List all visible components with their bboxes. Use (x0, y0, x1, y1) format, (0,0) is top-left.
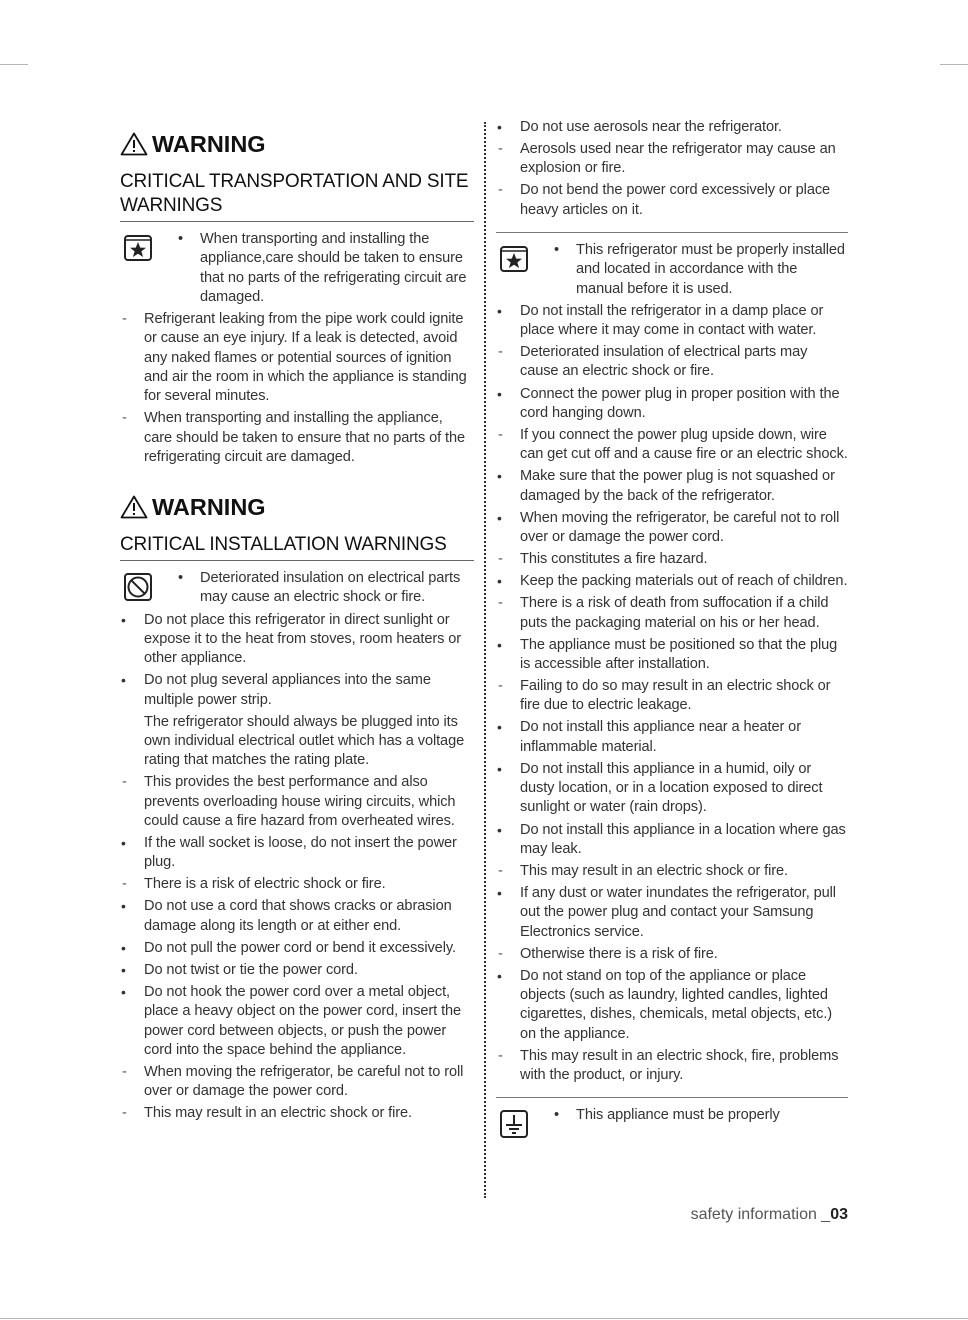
dash-item (496, 343, 848, 382)
bullet-marker: • (121, 672, 126, 689)
crop-mark (0, 1318, 968, 1319)
icon-note-item (496, 1106, 848, 1125)
list-item (120, 834, 474, 873)
dash-marker: - (498, 678, 503, 695)
list-item (120, 671, 474, 710)
bullet-marker: • (497, 468, 502, 485)
dash-marker: - (122, 774, 127, 791)
item-text: The appliance must be positioned so that the plug is accessible after installation. (520, 636, 838, 672)
bullet-marker: • (121, 961, 126, 978)
star-icon (123, 233, 153, 263)
bullet-marker: • (121, 984, 126, 1001)
list-item (496, 718, 848, 757)
item-text: When transporting and installing the appliance, care should be taken to ensure that no parts of the refrigerating circuit are damaged. (144, 410, 466, 465)
item-text: Connect the power plug in proper position with the cord hanging down. (520, 385, 840, 421)
dash-item (496, 677, 848, 716)
warning-label: WARNING (152, 131, 266, 157)
dash-item (120, 1104, 474, 1123)
list-item (120, 961, 474, 980)
section-title-installation: CRITICAL INSTALLATION WARNINGS (120, 533, 474, 561)
item-text: Do not install the refrigerator in a damp place or place where it may come in contact with water. (520, 302, 824, 339)
dash-marker: - (498, 551, 503, 568)
dash-item (496, 1047, 848, 1086)
bullet-marker: • (178, 570, 184, 587)
dash-marker: - (122, 1064, 127, 1081)
bullet-marker: • (497, 385, 502, 402)
bullet-marker: • (497, 821, 502, 838)
dash-item (120, 310, 474, 406)
item-text: This constitutes a fire hazard. (520, 551, 708, 568)
warning-triangle-icon (120, 132, 148, 156)
item-text: There is a risk of electric shock or fire. (144, 876, 386, 893)
left-column (120, 118, 474, 1127)
bullet-marker: • (554, 1107, 560, 1124)
item-text: This may result in an electric shock or fire. (520, 862, 789, 879)
prohibition-icon (123, 572, 153, 602)
dash-item (120, 1063, 474, 1102)
list-item (120, 897, 474, 936)
list-item (496, 572, 848, 591)
item-text: Aerosols used near the refrigerator may cause an explosion or fire. (520, 141, 836, 177)
right-list-1 (496, 118, 848, 220)
dash-marker: - (498, 344, 503, 361)
dash-item (120, 875, 474, 894)
bullet-marker: • (497, 509, 502, 526)
page-number: 03 (830, 1206, 848, 1223)
list-item (496, 302, 848, 341)
item-text: This appliance must be properly (576, 1107, 780, 1124)
warning-label: WARNING (152, 494, 266, 521)
dash-marker: - (498, 1047, 503, 1064)
footer-label: safety information _ (690, 1206, 831, 1223)
bullet-marker: • (497, 760, 502, 777)
list-item (496, 118, 848, 137)
list-item (120, 939, 474, 958)
ground-icon (499, 1109, 529, 1139)
list-item (496, 385, 848, 424)
list-item (120, 983, 474, 1060)
dash-marker: - (498, 182, 503, 199)
list-item (496, 760, 848, 818)
dash-marker: - (122, 1105, 127, 1122)
warning-heading-2 (120, 493, 474, 521)
separator-line (496, 232, 848, 233)
bullet-marker: • (121, 611, 126, 628)
transportation-warnings-list (120, 230, 474, 467)
bullet-marker: • (497, 573, 502, 590)
right-list-2 (496, 241, 848, 1085)
item-text: Refrigerant leaking from the pipe work could ignite or cause an eye injury. If a leak is detected, avoid any naked flames or potential sources of ignition and air the room in which the appliance is standing for several minutes. (144, 310, 467, 405)
item-text: Do not install this appliance in a humid, oily or dusty location, or in a location exposed to direct sunlight or water (rain drops). (520, 760, 823, 816)
item-text: Do not place this refrigerator in direct sunlight or expose it to the heat from stoves, room heaters or other appliance. (144, 611, 462, 667)
installation-warnings-list (120, 569, 474, 1124)
item-text: The refrigerator should always be plugged into its own individual electrical outlet which has a voltage rating that matches the rating plate. (144, 713, 465, 769)
item-text: When moving the refrigerator, be careful not to roll over or damage the power cord. (520, 509, 840, 546)
dash-item (496, 181, 848, 220)
star-icon (499, 244, 529, 274)
dash-item (496, 945, 848, 964)
item-text: Otherwise there is a risk of fire. (520, 945, 718, 962)
item-text: This provides the best performance and also prevents overloading house wiring circuits, which could cause a fire hazard from overheated wires. (144, 774, 456, 829)
bullet-marker: • (497, 719, 502, 736)
dash-item (496, 862, 848, 881)
bullet-marker: • (497, 967, 502, 984)
bullet-marker: • (497, 302, 502, 319)
item-text: Keep the packing materials out of reach of children. (520, 573, 848, 590)
list-item (496, 467, 848, 506)
bullet-marker: • (497, 119, 502, 135)
list-item (120, 713, 474, 771)
list-item (496, 821, 848, 860)
dash-marker: - (498, 945, 503, 962)
list-item (496, 636, 848, 675)
bullet-marker: • (121, 898, 126, 915)
dash-item (496, 550, 848, 569)
item-text: There is a risk of death from suffocation if a child puts the packaging material on his or her head. (520, 595, 829, 631)
dash-marker: - (498, 595, 503, 612)
dash-marker: - (498, 141, 503, 158)
bullet-marker: • (178, 231, 184, 247)
item-text: This refrigerator must be properly installed and located in accordance with the manual before it is used. (576, 242, 845, 297)
dash-marker: - (498, 862, 503, 879)
crop-mark (0, 64, 28, 65)
item-text: Do not twist or tie the power cord. (144, 961, 358, 978)
right-list-3 (496, 1106, 848, 1125)
icon-note-item (496, 241, 848, 299)
item-text: This may result in an electric shock, fire, problems with the product, or injury. (520, 1047, 839, 1084)
separator-line (496, 1097, 848, 1098)
warning-heading-1 (120, 130, 474, 158)
dash-item (496, 594, 848, 633)
dash-marker: - (122, 310, 127, 327)
icon-note-item (120, 230, 474, 307)
item-text: If you connect the power plug upside down, wire can get cut off and a cause fire or an electric shock. (520, 426, 848, 463)
dash-marker: - (122, 876, 127, 893)
warning-triangle-icon (120, 495, 148, 519)
item-text: Do not install this appliance in a location where gas may leak. (520, 821, 846, 857)
item-text: When transporting and installing the appliance,care should be taken to ensure that no parts of the refrigerating circuit are damaged. (200, 231, 467, 305)
icon-note-item (120, 569, 474, 608)
item-text: Make sure that the power plug is not squashed or damaged by the back of the refrigerator. (520, 468, 835, 504)
bullet-marker: • (497, 885, 502, 902)
item-text: If any dust or water inundates the refrigerator, pull out the power plug and contact your Samsung Electronics service. (520, 885, 836, 940)
list-item (496, 509, 848, 548)
dash-item (120, 773, 474, 831)
item-text: Do not bend the power cord excessively or place heavy articles on it. (520, 182, 831, 218)
dash-marker: - (498, 426, 503, 443)
bullet-marker: • (497, 636, 502, 653)
item-text: Do not pull the power cord or bend it excessively. (144, 939, 456, 956)
item-text: Do not hook the power cord over a metal object, place a heavy object on the power cord, insert the power cord between objects, or push the power cord into the space behind the appliance. (144, 984, 462, 1058)
item-text: Failing to do so may result in an electric shock or fire due to electric leakage. (520, 678, 831, 714)
list-item (496, 884, 848, 942)
item-text: Deteriorated insulation of electrical parts may cause an electric shock or fire. (520, 344, 808, 380)
item-text: If the wall socket is loose, do not insert the power plug. (144, 835, 457, 871)
item-text: Do not plug several appliances into the same multiple power strip. (144, 672, 431, 708)
crop-mark (940, 64, 968, 65)
dash-item (496, 140, 848, 179)
item-text: This may result in an electric shock or fire. (144, 1105, 413, 1122)
right-column (496, 118, 848, 1128)
list-item (496, 967, 848, 1044)
dash-item (120, 409, 474, 467)
dash-item (496, 426, 848, 465)
page-footer (691, 1206, 848, 1224)
item-text: Do not stand on top of the appliance or place objects (such as laundry, lighted candles, lighted cigarettes, dishes, chemicals, metal objects, etc.) on the appliance. (520, 967, 833, 1042)
item-text: Do not install this appliance near a heater or inflammable material. (520, 719, 801, 755)
item-text: When moving the refrigerator, be careful not to roll over or damage the power cord. (144, 1064, 464, 1100)
bullet-marker: • (121, 939, 126, 956)
bullet-marker: • (554, 242, 560, 259)
list-item (120, 611, 474, 669)
item-text: Deteriorated insulation on electrical parts may cause an electric shock or fire. (200, 570, 461, 606)
column-divider (484, 122, 486, 1198)
bullet-marker: • (121, 835, 126, 851)
item-text: Do not use a cord that shows cracks or abrasion damage along its length or at either end. (144, 898, 452, 934)
section-title-transportation: CRITICAL TRANSPORTATION AND SITE WARNINGS (120, 170, 474, 222)
item-text: Do not use aerosols near the refrigerator. (520, 119, 782, 135)
dash-marker: - (122, 410, 127, 427)
